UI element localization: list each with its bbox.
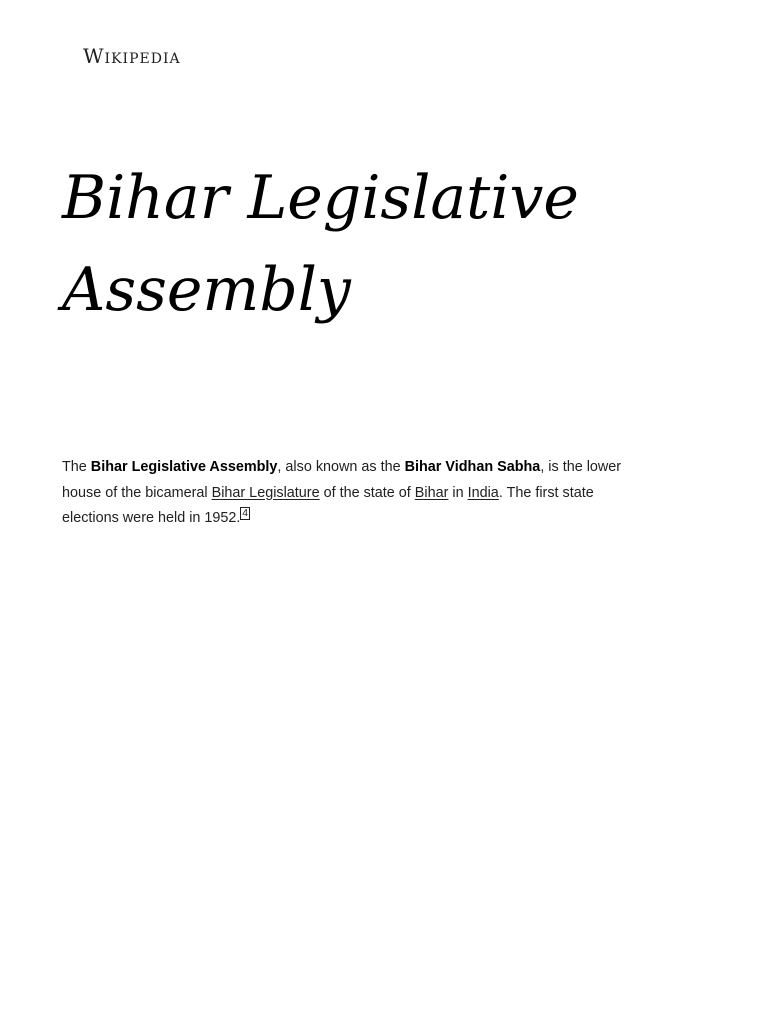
lead-text: , is the lower house of the bicameral: [62, 459, 622, 501]
page-title: Bihar Legislative Assembly: [62, 163, 579, 325]
lead-paragraph: [62, 455, 652, 532]
reference-superscript: [240, 507, 250, 520]
wikipedia-wordmark[interactable]: Wikipedia: [83, 44, 181, 68]
bold-term-bihar-legislative-assembly: Bihar Legislative Assembly: [90, 459, 278, 475]
link-bihar-legislature[interactable]: Bihar Legislature: [211, 484, 320, 501]
reference-link[interactable]: 4: [242, 508, 248, 520]
lead-text: in: [448, 484, 468, 501]
lead-text: , also known as the: [277, 459, 405, 475]
bold-term-bihar-vidhan-sabha: Bihar Vidhan Sabha: [404, 459, 541, 475]
lead-text: of the state of: [319, 484, 415, 501]
lead-text: . The first state elections were held in 1952.: [62, 484, 594, 526]
link-bihar[interactable]: Bihar: [414, 484, 449, 501]
link-india[interactable]: India: [467, 484, 499, 501]
lead-text: The: [62, 459, 91, 475]
